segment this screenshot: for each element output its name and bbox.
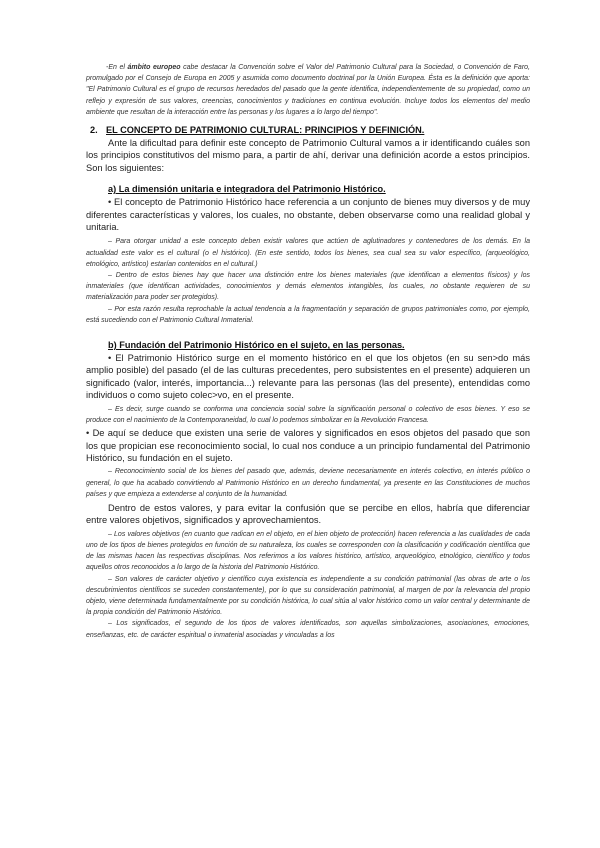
subsection-b-note4: – Son valores de carácter objetivo y científico cuya existencia es independiente a su condición patrimonial (las obras de arte o los descubrimientos científicos se suceden constantemente), por lo que su consideración patrimonial, al margen de por la relevancia del propio objeto, viene determinada fundamentalmente por su condición histórica, lo cual sitúa al valor histórico como un valor central y determinante de la propia condición del Patrimonio Histórico. xyxy=(86,575,530,617)
subsection-b-note3: – Los valores objetivos (en cuanto que radican en el objeto, en el bien objeto de protección) hacen referencia a las cualidades de cada uno de los tipos de bienes protegidos en función de su naturaleza, los cuales se corresponden con la clasificación y codificación científica que de las mismas hacen las respectivas disciplinas. Nos referimos a los valores histórico, artístico, arqueológico, etnológico, científico y todos aquellos otros reconocidos a lo largo de la historia del Patrimonio Histórico. xyxy=(86,530,530,572)
subsection-a-note3: – Por esta razón resulta reprochable la actual tendencia a la fragmentación y separación de grupos patrimoniales como, por ejemplo, está sucediendo con el Patrimonio Cultural Inmaterial. xyxy=(86,305,530,324)
intro-prefix: -En el xyxy=(106,64,128,71)
subsection-b-p2: • De aquí se deduce que existen una serie de valores y significados en esos objetos del pasado que son los que propician ese reconocimiento social, lo cual nos conduce a un principio fundamental del Patrimonio Histórico, su fundación en el sujeto. xyxy=(86,428,530,463)
subsection-a-note1: – Para otorgar unidad a este concepto deben existir valores que actúen de aglutinadores y contenedores de los demás. En la actualidad este valor es el cultural (o el histórico). (En este sentido, todos los bienes, sea cual sea su valor específico, (arqueológico, etnológico, artístico) estarían contenidos en el cultural.) xyxy=(86,238,530,268)
subsection-b-note1: – Es decir, surge cuando se conforma una conciencia social sobre la significación personal o colectivo de esos bienes. Y eso se produce con el nacimiento de la Contemporaneidad, lo cual lo podemos simbolizar en la Revolución Francesa. xyxy=(86,405,530,424)
intro-bold: ámbito europeo xyxy=(127,64,181,71)
intro-text: cabe destacar la Convención sobre el Valor del Patrimonio Cultural para la Sociedad, o Convención de Faro, promulgado por el Consejo de Europa en 2005 y asumida como documento doctrinal por la Unión Europea. Ésta es la definición que aporta: "El Patrimonio Cultural es el grupo de recursos heredados del pasado que la gente identifica, independientemente de su propiedad, como un reflejo y expresión de sus valores, creencias, conocimientos y tradiciones en continua evolución. Incluye todos los elementos del medio ambiente que resultan de la interacción entre las personas y los lugares a lo largo del tiempo". xyxy=(86,64,530,116)
intro-paragraph xyxy=(86,62,530,118)
document-page xyxy=(86,62,530,641)
section-intro: Ante la dificultad para definir este concepto de Patrimonio Cultural vamos a ir identificando cuáles son los principios constitutivos del mismo para, a partir de ahí, derivar una definición acorde a estos principios. Son los siguientes: xyxy=(86,138,530,173)
subsection-b-title: b) Fundación del Patrimonio Histórico en el sujeto, en las personas. xyxy=(108,340,405,351)
section-title: EL CONCEPTO DE PATRIMONIO CULTURAL: PRINCIPIOS Y DEFINICIÓN. xyxy=(106,125,425,136)
subsection-a-title: a) La dimensión unitaria e integradora del Patrimonio Histórico. xyxy=(108,184,386,195)
subsection-b-p1: • El Patrimonio Histórico surge en el momento histórico en el que los objetos (en su sen>do más amplio posible) del pasado (el de las culturas precedentes, pero subsistentes en el presente) adquieren un significado (valor, interés, importancia...) relevante para las personas (las del presente), entendidas como individuos o como sujeto colec>vo, en el presente. xyxy=(86,353,530,401)
section-heading xyxy=(86,125,530,135)
subsection-a-note2: – Dentro de estos bienes hay que hacer una distinción entre los bienes materiales (que identifican a elementos físicos) y los inmateriales (que identifican actividades, conocimientos y demás elementos intangibles, los cuales, no obstante requieren de su materialización para poder ser protegidos). xyxy=(86,272,530,302)
subsection-b-note2: – Reconocimiento social de los bienes del pasado que, además, deviene necesariamente en interés colectivo, en interés público o general, lo que ha acabado convirtiendo al Patrimonio Histórico en un derecho fundamental, ya presente en las Constituciones de muchos países y que empieza a extenderse al conjunto de la humanidad. xyxy=(86,468,530,498)
section-number: 2. xyxy=(90,125,98,136)
subsection-a-p1: • El concepto de Patrimonio Histórico hace referencia a un conjunto de bienes muy diversos y de muy diferentes características y valores, los cuales, no obstante, deben observarse como una realidad global y unitaria. xyxy=(86,197,530,233)
subsection-b-p3: Dentro de estos valores, y para evitar la confusión que se percibe en ellos, habría que diferenciar entre valores objetivos, significados y aprovechamientos. xyxy=(86,502,530,526)
subsection-b-note5: – Los significados, el segundo de los tipos de valores identificados, son aquellas simbolizaciones, asociaciones, emociones, enseñanzas, etc. de carácter espiritual o inmaterial asociadas y vinculadas a los xyxy=(86,620,530,639)
